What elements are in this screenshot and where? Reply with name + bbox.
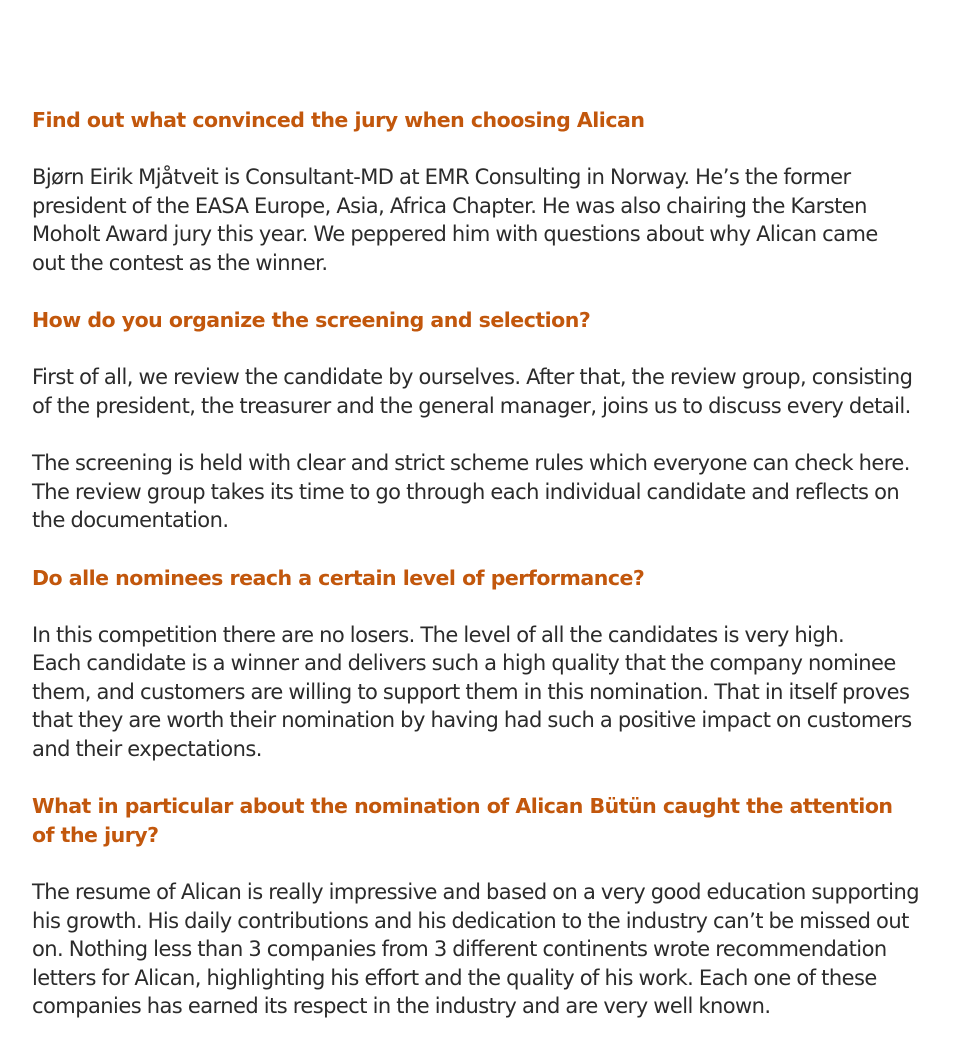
answer-line: the documentation. (32, 508, 229, 533)
answer-paragraph-2 (32, 621, 962, 764)
spacer (32, 278, 962, 307)
spacer (32, 764, 962, 793)
answer-line: In this competition there are no losers. The level of all the candidates is very high. (32, 622, 845, 647)
article-heading: Find out what convinced the jury when choosing Alican (32, 108, 645, 132)
intro-line: Bjørn Eirik Mjåtveit is Consultant-MD at EMR Consulting in Norway. He’s the former (32, 165, 851, 190)
answer-line: that they are worth their nomination by having had such a positive impact on customers (32, 708, 912, 733)
answer-line: The review group takes its time to go through each individual candidate and reflects on (32, 479, 900, 504)
spacer (32, 135, 962, 164)
article-body (32, 106, 962, 1021)
intro-line: out the contest as the winner. (32, 250, 328, 275)
intro-line: Moholt Award jury this year. We peppered him with questions about why Alican came (32, 222, 878, 247)
answer-line: of the president, the treasurer and the general manager, joins us to discuss every detail. (32, 393, 911, 418)
answer-line: and their expectations. (32, 737, 262, 762)
intro-line: president of the EASA Europe, Asia, Africa Chapter. He was also chairing the Karsten (32, 193, 867, 218)
spacer (32, 421, 962, 450)
intro-paragraph (32, 163, 962, 277)
answer-line: The screening is held with clear and strict scheme rules which everyone can check here. (32, 451, 910, 476)
question-heading-1: How do you organize the screening and selection? (32, 308, 591, 333)
answer-paragraph-1a (32, 363, 962, 420)
answer-line: them, and customers are willing to support them in this nomination. That in itself proves (32, 679, 910, 704)
answer-paragraph-3 (32, 878, 962, 1021)
spacer (32, 335, 962, 364)
spacer (32, 535, 962, 564)
answer-line: letters for Alican, highlighting his effort and the quality of his work. Each one of these (32, 965, 877, 990)
answer-line: on. Nothing less than 3 companies from 3 different continents wrote recommendation (32, 937, 887, 962)
answer-paragraph-1b (32, 449, 962, 535)
question-heading-3 (32, 792, 962, 849)
question-line: of the jury? (32, 822, 159, 847)
spacer (32, 592, 962, 621)
question-line: What in particular about the nomination of Alican Bütün caught the attention (32, 794, 893, 819)
answer-line: his growth. His daily contributions and his dedication to the industry can’t be missed out (32, 908, 909, 933)
answer-line: companies has earned its respect in the industry and are very well known. (32, 994, 771, 1019)
question-heading-2: Do alle nominees reach a certain level of performance? (32, 565, 645, 590)
answer-line: Each candidate is a winner and delivers such a high quality that the company nominee (32, 651, 896, 676)
spacer (32, 849, 962, 878)
answer-line: First of all, we review the candidate by ourselves. After that, the review group, consisting (32, 365, 913, 390)
answer-line: The resume of Alican is really impressive and based on a very good education supporting (32, 880, 919, 905)
